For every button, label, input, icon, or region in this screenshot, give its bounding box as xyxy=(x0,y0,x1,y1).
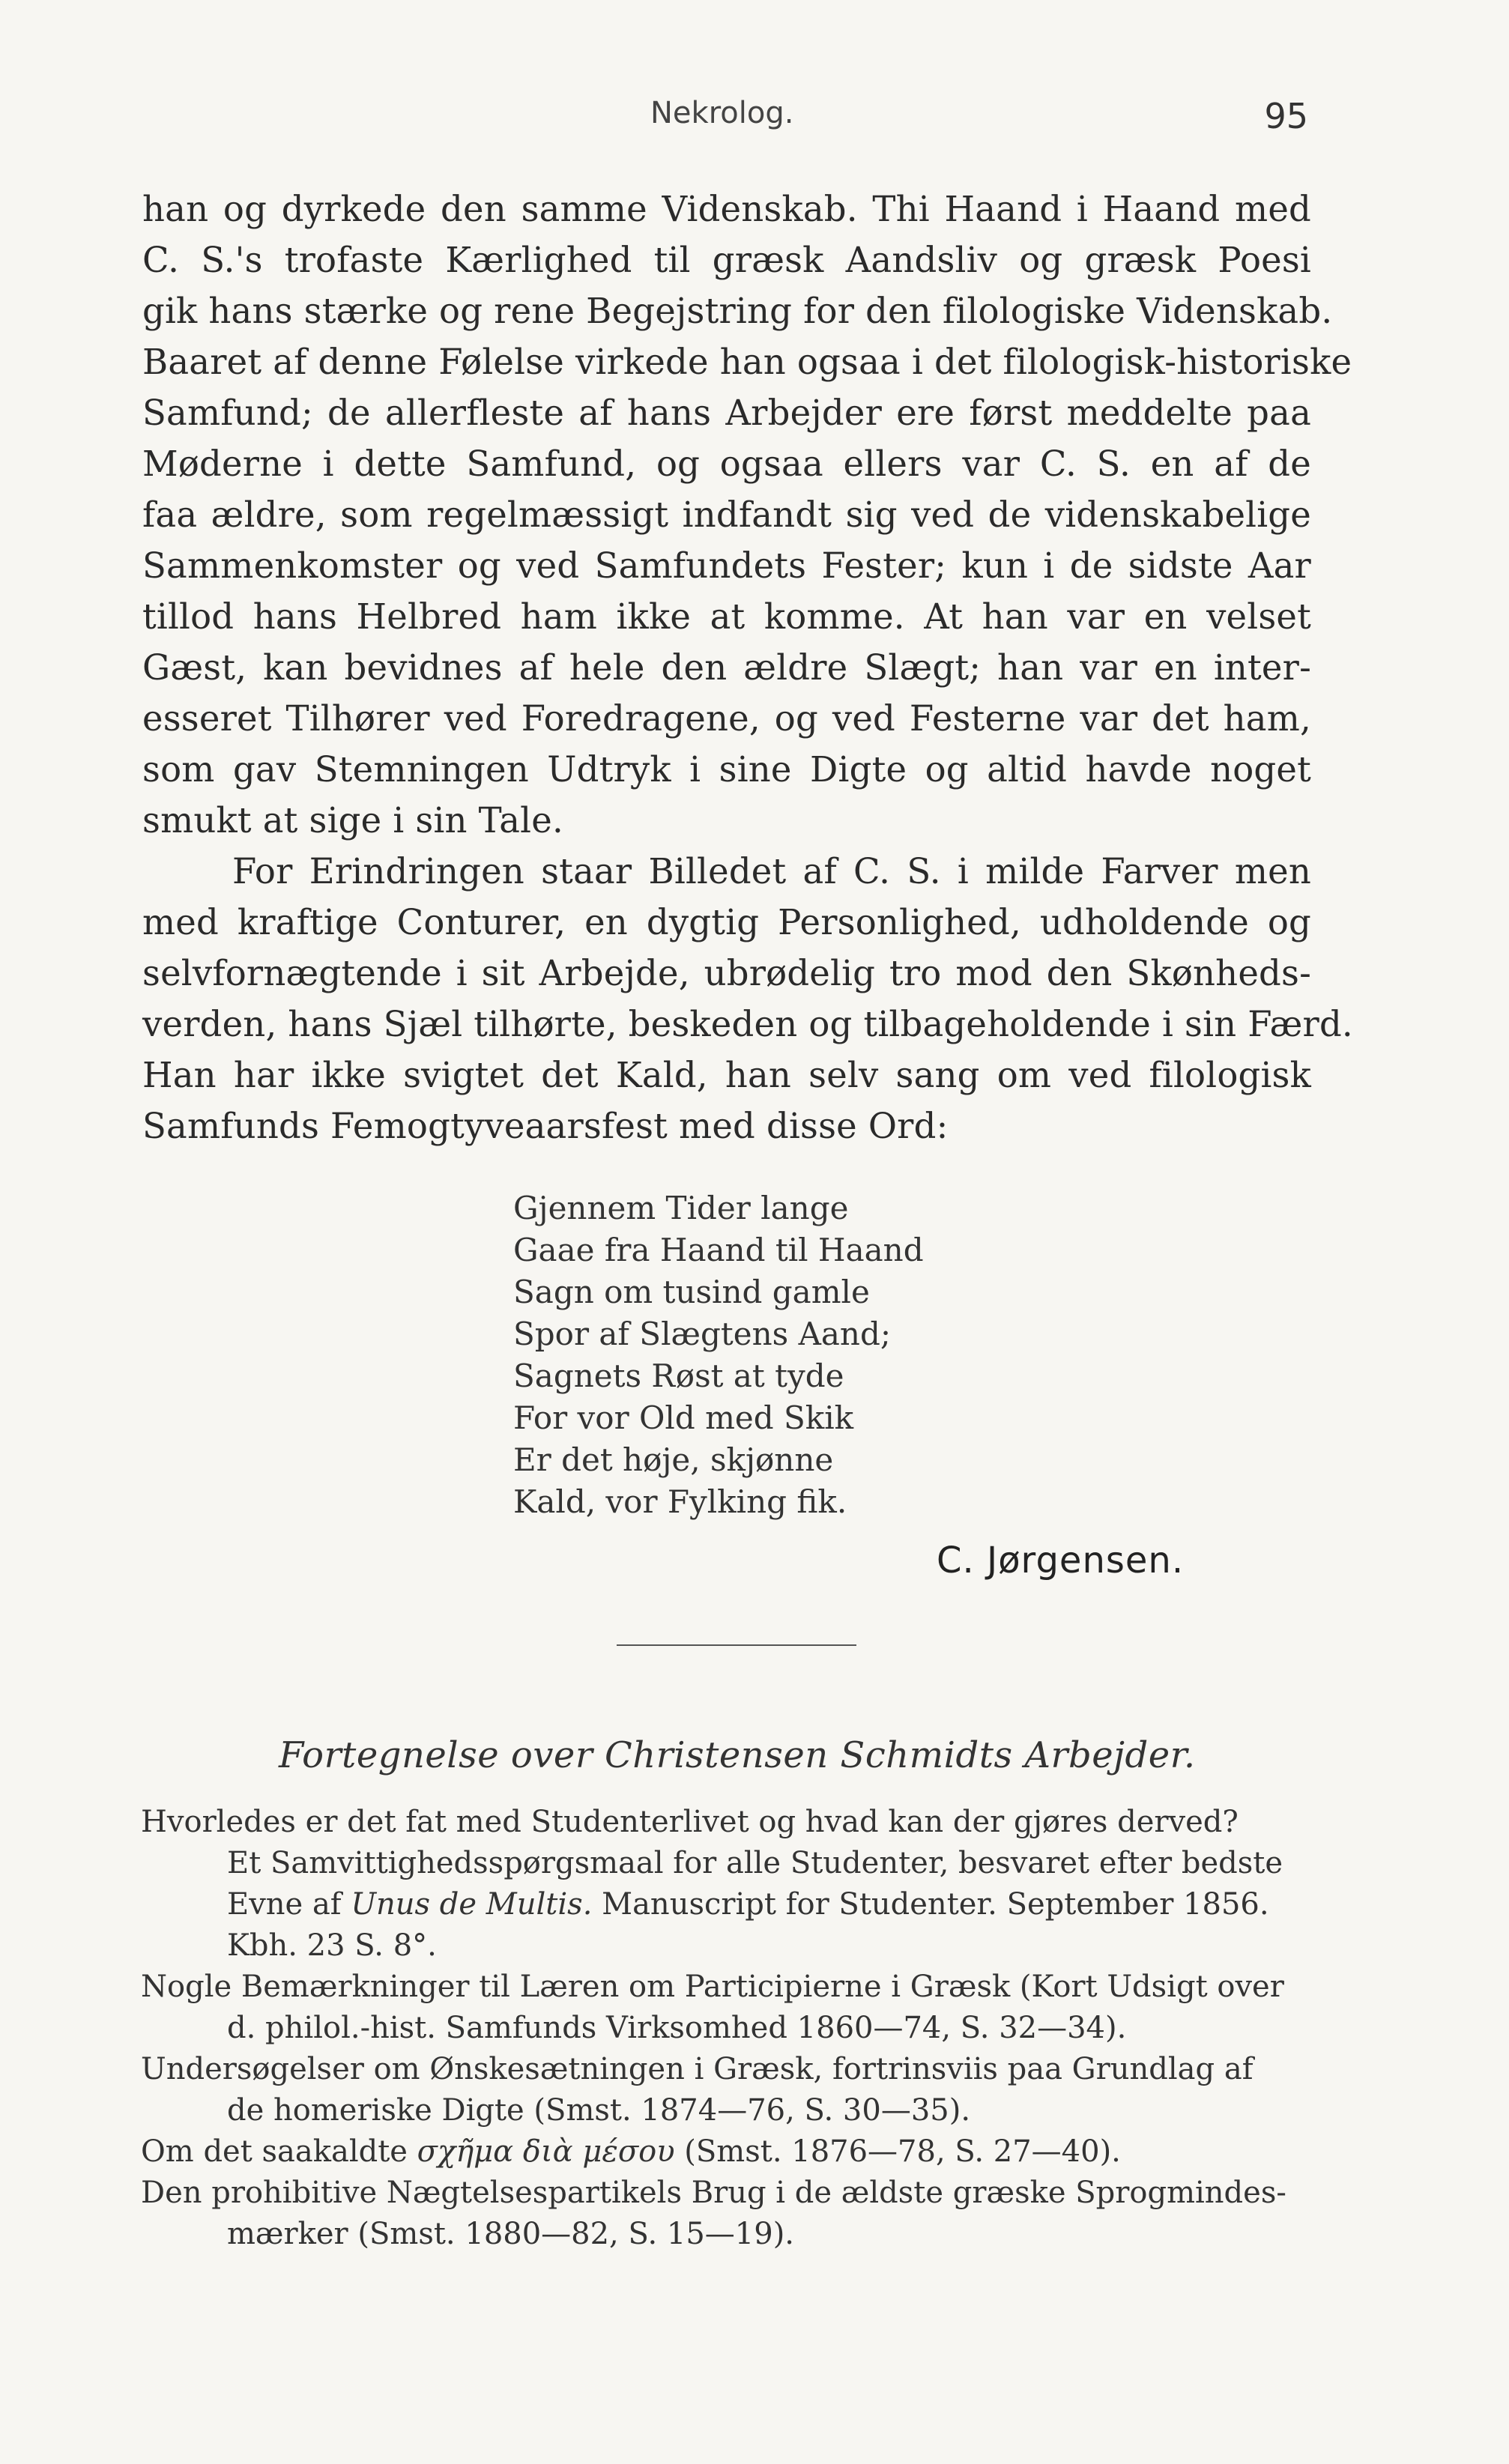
text-line: tillod hans Helbred ham ikke at komme. At han var en velset xyxy=(142,596,1311,637)
bibliography-entry xyxy=(141,1967,1310,2049)
poem-line: Sagnets Røst at tyde xyxy=(513,1357,844,1394)
text-line: Samfunds Femogtyveaarsfest med disse Ord: xyxy=(142,1106,949,1146)
text-line: Samfund; de allerfleste af hans Arbejder ere først meddelte paa xyxy=(142,393,1311,433)
poem-line: Spor af Slægtens Aand; xyxy=(513,1316,892,1352)
entry-line: mærker (Smst. 1880—82, S. 15—19). xyxy=(227,2217,795,2251)
poem-line: Kald, vor Fylking fik. xyxy=(513,1483,847,1520)
entry-line: Kbh. 23 S. 8°. xyxy=(227,1928,437,1963)
section-divider xyxy=(617,1644,856,1646)
running-header xyxy=(0,96,1509,148)
text-line: Gæst, kan bevidnes af hele den ældre Slægt; han var en inter- xyxy=(142,647,1311,688)
text-line: Sammenkomster og ved Samfundets Fester; kun i de sidste Aar xyxy=(142,545,1311,586)
poem-line: Gaae fra Haand til Haand xyxy=(513,1232,924,1268)
text-line: han og dyrkede den samme Videnskab. Thi Haand i Haand med xyxy=(142,189,1311,229)
entry-italic-greek: σχῆμα διὰ μέσου xyxy=(417,2134,675,2169)
entry-text: Evne af xyxy=(227,1887,351,1922)
text-line: For Erindringen staar Billedet af C. S. i milde Farver men xyxy=(232,851,1311,892)
paragraph xyxy=(142,184,1352,846)
section-title: Fortegnelse over Christensen Schmidts Arbejder. xyxy=(279,1734,1196,1776)
page-number: 95 xyxy=(1264,96,1308,136)
paragraph xyxy=(142,846,1353,1151)
running-head-title: Nekrolog. xyxy=(650,96,794,130)
text-line: Baaret af denne Følelse virkede han ogsaa i det filologisk-historiske xyxy=(142,342,1352,382)
entry-line: de homeriske Digte (Smst. 1874—76, S. 30—35). xyxy=(227,2093,971,2128)
poem-line: Sagn om tusind gamle xyxy=(513,1274,870,1310)
entry-line: d. philol.-hist. Samfunds Virksomhed 1860—74, S. 32—34). xyxy=(227,2011,1127,2045)
body-text xyxy=(142,184,1353,1151)
bibliography-list xyxy=(141,1802,1310,2255)
entry-line: Undersøgelser om Ønskesætningen i Græsk, fortrinsviis paa Grundlag af xyxy=(141,2052,1254,2086)
entry-line: Et Samvittighedsspørgsmaal for alle Studenter, besvaret efter bedste xyxy=(227,1846,1283,1880)
poem-line: For vor Old med Skik xyxy=(513,1399,854,1436)
text-line: Han har ikke svigtet det Kald, han selv sang om ved filologisk xyxy=(142,1055,1311,1095)
entry-line: Nogle Bemærkninger til Læren om Participierne i Græsk (Kort Udsigt over xyxy=(141,1970,1284,2004)
entry-text: Manuscript for Studenter. September 1856. xyxy=(592,1887,1269,1922)
text-line: gik hans stærke og rene Begejstring for den filologiske Videnskab. xyxy=(142,291,1333,331)
poem xyxy=(513,1187,924,1523)
text-line: med kraftige Conturer, en dygtig Personlighed, udholdende og xyxy=(142,902,1311,942)
entry-line xyxy=(141,1884,1310,1925)
text-line: som gav Stemningen Udtryk i sine Digte og altid havde noget xyxy=(142,749,1311,790)
text-line: selvfornægtende i sit Arbejde, ubrødelig tro mod den Skønheds- xyxy=(142,953,1311,993)
text-line: verden, hans Sjæl tilhørte, beskeden og tilbageholdende i sin Færd. xyxy=(142,1004,1353,1044)
text-line: smukt at sige i sin Tale. xyxy=(142,800,563,841)
entry-line: Den prohibitive Nægtelsespartikels Brug i de ældste græske Sprogmindes- xyxy=(141,2176,1286,2210)
entry-text: (Smst. 1876—78, S. 27—40). xyxy=(674,2134,1121,2169)
text-line: Møderne i dette Samfund, og ogsaa ellers var C. S. en af de xyxy=(142,444,1311,484)
entry-italic-text: Unus de Multis. xyxy=(351,1887,593,1922)
text-line: C. S.'s trofaste Kærlighed til græsk Aandsliv og græsk Poesi xyxy=(142,240,1311,280)
entry-text: Om det saakaldte xyxy=(141,2134,417,2169)
entry-line xyxy=(141,2131,1310,2173)
text-line: faa ældre, som regelmæssigt indfandt sig ved de videnskabelige xyxy=(142,494,1311,535)
entry-line: Hvorledes er det fat med Studenterlivet og hvad kan der gjøres derved? xyxy=(141,1805,1239,1839)
author-signature: C. Jørgensen. xyxy=(937,1540,1185,1581)
poem-line: Er det høje, skjønne xyxy=(513,1441,834,1478)
bibliography-entry xyxy=(141,1802,1310,1967)
bibliography-entry xyxy=(141,2173,1310,2255)
bibliography-entry xyxy=(141,2131,1310,2173)
bibliography-entry xyxy=(141,2049,1310,2131)
text-line: esseret Tilhører ved Foredragene, og ved Festerne var det ham, xyxy=(142,698,1311,739)
poem-line: Gjennem Tider lange xyxy=(513,1190,849,1226)
